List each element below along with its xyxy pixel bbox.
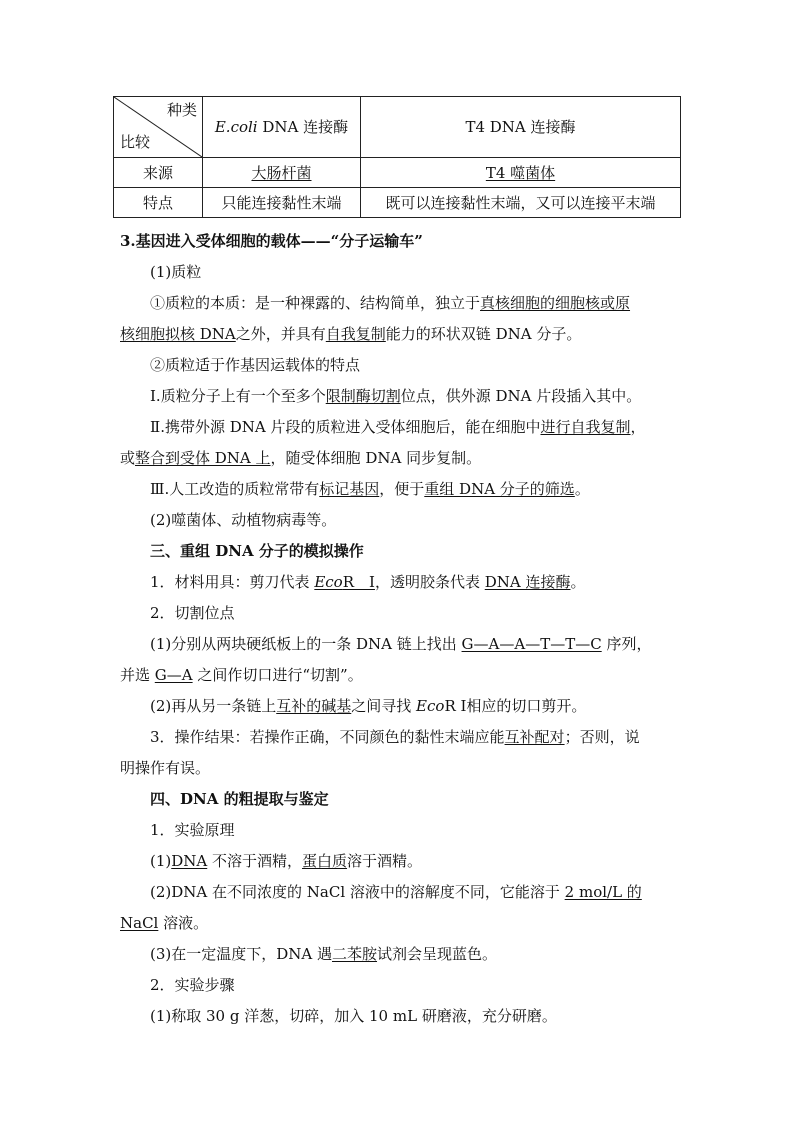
answer-blank: 标记基因 bbox=[319, 480, 380, 498]
row-head-source: 来源 bbox=[114, 158, 203, 188]
text-span: (2)DNA 在不同浓度的 NaCl 溶液中的溶解度不同，它能溶于 bbox=[150, 883, 565, 901]
answer-t4-phage: T4 噬菌体 bbox=[485, 163, 556, 182]
text-span: 序列， bbox=[601, 635, 652, 653]
text-span: (3)在一定温度下，DNA 遇 bbox=[150, 945, 333, 963]
feature-2-line1 bbox=[120, 412, 686, 443]
text-span: Ⅲ.人工改造的质粒常带有 bbox=[150, 480, 320, 498]
cell-source-ecoli bbox=[203, 158, 361, 188]
cut-site-step1-line2 bbox=[120, 660, 686, 691]
answer-blank: 2 mol/L 的 bbox=[564, 883, 642, 901]
answer-ecoli: 大肠杆菌 bbox=[251, 163, 312, 182]
text-span: 之间作切口进行“切割”。 bbox=[192, 666, 363, 684]
answer-blank: 互补的碱基 bbox=[276, 697, 352, 715]
answer-blank: NaCl bbox=[120, 914, 159, 932]
principle-3 bbox=[120, 939, 686, 970]
cut-site-step2 bbox=[120, 691, 686, 722]
ligase-comparison-table bbox=[113, 96, 681, 218]
cell-feature-t4: 既可以连接黏性末端，又可以连接平末端 bbox=[361, 188, 681, 218]
answer-blank: 整合到受体 DNA 上 bbox=[135, 449, 271, 467]
text-span: ， bbox=[630, 418, 646, 436]
text-span: ；否则，说 bbox=[564, 728, 640, 746]
feature-1 bbox=[120, 381, 686, 412]
phage-virus-line: (2)噬菌体、动植物病毒等。 bbox=[150, 511, 337, 529]
table-row-feature bbox=[114, 188, 681, 218]
text-span: 1．材料用具：剪刀代表 bbox=[150, 573, 315, 591]
text-span: 3．操作结果：若操作正确，不同颜色的黏性末端应能 bbox=[150, 728, 505, 746]
answer-blank: DNA 连接酶 bbox=[484, 573, 571, 591]
text-span: 。 bbox=[570, 573, 586, 591]
answer-blank: 重组 DNA 分子的筛选 bbox=[424, 480, 575, 498]
table-header-row bbox=[114, 97, 681, 158]
principle-2-line1 bbox=[120, 877, 686, 908]
text-span: 试剂会呈现蓝色。 bbox=[377, 945, 498, 963]
text-span: (1) bbox=[150, 852, 172, 870]
text-span: Ⅱ.携带外源 DNA 片段的质粒进入受体细胞后，能在细胞中 bbox=[150, 418, 541, 436]
answer-blank: 进行自我复制 bbox=[540, 418, 631, 436]
text-span: 。 bbox=[574, 480, 590, 498]
cut-site-step1-line1 bbox=[120, 629, 686, 660]
document-body bbox=[120, 226, 686, 1032]
text-span: ，随受体细胞 DNA 同步复制。 bbox=[270, 449, 482, 467]
header-ecoli-ligase bbox=[203, 97, 361, 158]
answer-blank: DNA bbox=[171, 852, 208, 870]
row-head-feature: 特点 bbox=[114, 188, 203, 218]
answer-blank: G—A bbox=[154, 666, 193, 684]
answer-blank: R Ⅰ bbox=[342, 573, 375, 591]
text-span: 之外，并具有 bbox=[235, 325, 326, 343]
ecoli-italic: E.coli bbox=[214, 118, 258, 136]
answer-blank: 互补配对 bbox=[504, 728, 565, 746]
step-1: (1)称取 30 g 洋葱，切碎，加入 10 mL 研磨液，充分研磨。 bbox=[150, 1007, 557, 1025]
result-line1 bbox=[120, 722, 686, 753]
text-span: ，便于 bbox=[379, 480, 425, 498]
feature-2-line2 bbox=[120, 443, 686, 474]
answer-blank: 限制酶切割 bbox=[325, 387, 401, 405]
header-t4-ligase: T4 DNA 连接酶 bbox=[361, 97, 681, 158]
corner-type-label: 种类 bbox=[166, 101, 197, 119]
answer-blank: 蛋白质 bbox=[302, 852, 348, 870]
text-span: ①质粒的本质：是一种裸露的、结构简单，独立于 bbox=[150, 294, 481, 312]
text-span: 位点，供外源 DNA 片段插入其中。 bbox=[400, 387, 642, 405]
answer-blank: 二苯胺 bbox=[332, 945, 378, 963]
answer-blank: G—A—A—T—T—C bbox=[461, 635, 602, 653]
text-span: 不溶于酒精， bbox=[207, 852, 303, 870]
plasmid-heading: (1)质粒 bbox=[150, 263, 202, 281]
feature-3 bbox=[120, 474, 686, 505]
principle-heading: 1．实验原理 bbox=[150, 821, 235, 839]
plasmid-nature-line1 bbox=[120, 288, 686, 319]
materials-line bbox=[120, 567, 686, 598]
answer-blank: Eco bbox=[314, 573, 343, 591]
corner-compare-label: 比较 bbox=[120, 133, 151, 151]
section-four-heading: 四、DNA 的粗提取与鉴定 bbox=[150, 790, 329, 808]
answer-blank: 真核细胞的细胞核或原 bbox=[480, 294, 631, 312]
diagonal-header-cell bbox=[114, 97, 203, 158]
text-span: 能力的环状双链 DNA 分子。 bbox=[385, 325, 582, 343]
principle-2-line2 bbox=[120, 908, 686, 939]
table-row-source bbox=[114, 158, 681, 188]
text-span: 并选 bbox=[120, 666, 155, 684]
section-three-heading: 三、重组 DNA 分子的模拟操作 bbox=[150, 542, 364, 560]
text-span: 或 bbox=[120, 449, 136, 467]
cell-source-t4 bbox=[361, 158, 681, 188]
text-span: 溶液。 bbox=[158, 914, 209, 932]
text-span: Eco bbox=[416, 697, 445, 715]
text-span: 之间寻找 bbox=[351, 697, 417, 715]
plasmid-nature-line2 bbox=[120, 319, 686, 350]
text-span: 溶于酒精。 bbox=[347, 852, 423, 870]
cut-site-heading: 2．切割位点 bbox=[150, 604, 235, 622]
section-vector-heading: 3.基因进入受体细胞的载体——“分子运输车” bbox=[120, 232, 423, 250]
text-span: R Ⅰ相应的切口剪开。 bbox=[444, 697, 587, 715]
steps-heading: 2．实验步骤 bbox=[150, 976, 235, 994]
result-line2: 明操作有误。 bbox=[120, 759, 211, 777]
text-span: (1)分别从两块硬纸板上的一条 DNA 链上找出 bbox=[150, 635, 462, 653]
ecoli-ligase-rest: DNA 连接酶 bbox=[257, 118, 349, 136]
principle-1 bbox=[120, 846, 686, 877]
text-span: ，透明胶条代表 bbox=[374, 573, 485, 591]
cell-feature-ecoli: 只能连接黏性末端 bbox=[203, 188, 361, 218]
answer-blank: 自我复制 bbox=[325, 325, 386, 343]
plasmid-features-heading: ②质粒适于作基因运载体的特点 bbox=[150, 356, 361, 374]
answer-blank: 核细胞拟核 DNA bbox=[120, 325, 236, 343]
text-span: Ⅰ.质粒分子上有一个至多个 bbox=[150, 387, 326, 405]
text-span: (2)再从另一条链上 bbox=[150, 697, 277, 715]
